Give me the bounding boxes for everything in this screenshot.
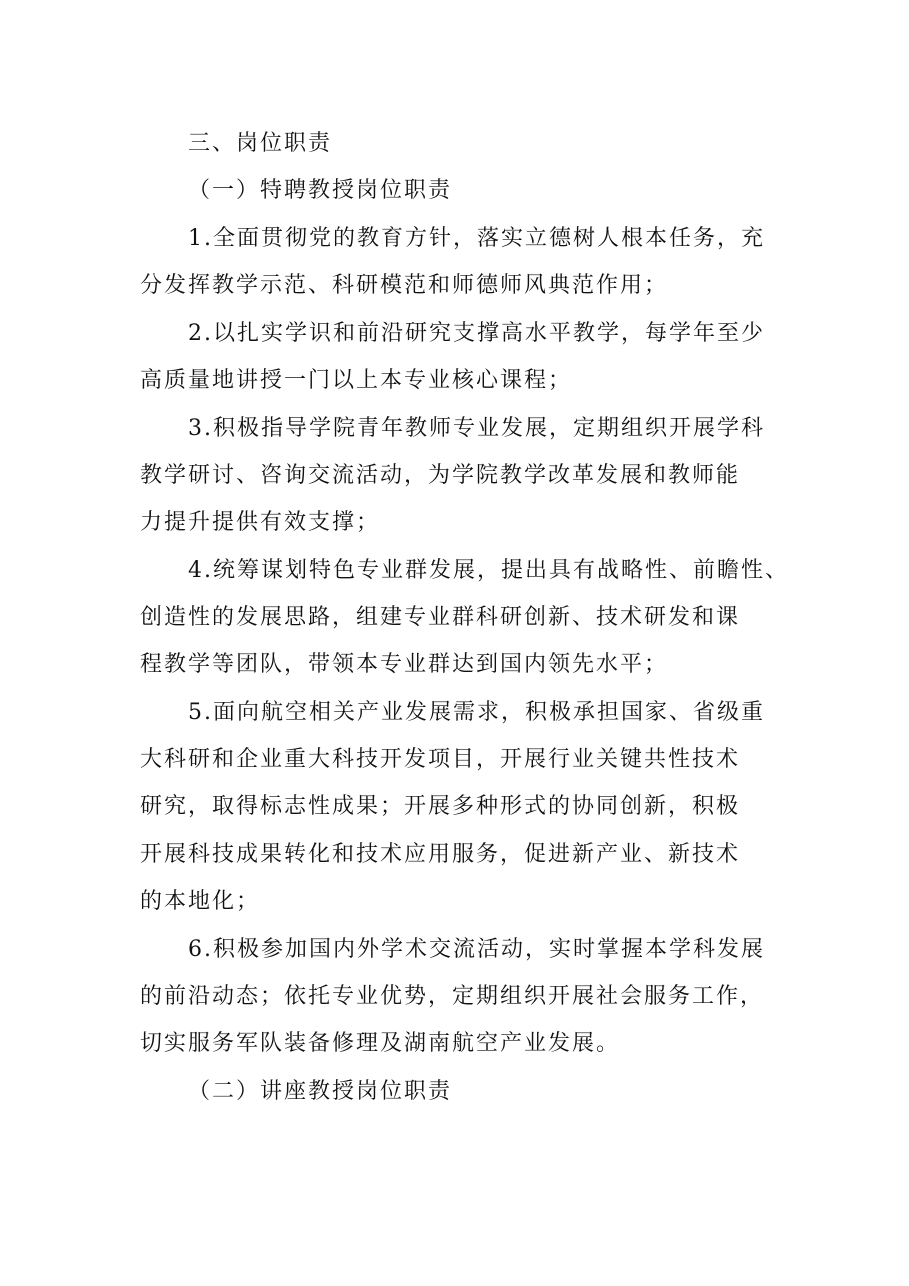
subsection-heading-2: （二）讲座教授岗位职责 xyxy=(188,1079,453,1104)
item-6-line-3: 切实服务军队装备修理及湖南航空产业发展。 xyxy=(140,1031,621,1056)
item-1-line-2: 分发挥教学示范、科研模范和师德师风典范作用； xyxy=(140,273,669,298)
item-3-line-1: 3.积极指导学院青年教师专业发展，定期组织开展学科 xyxy=(188,416,765,441)
item-5-line-4: 开展科技成果转化和技术应用服务，促进新产业、新技术 xyxy=(140,842,741,867)
item-6-line-2: 的前沿动态；依托专业优势，定期组织开展社会服务工作， xyxy=(140,984,765,1009)
item-2-line-2: 高质量地讲授一门以上本专业核心课程； xyxy=(140,368,573,393)
section-heading: 三、岗位职责 xyxy=(188,131,333,156)
item-5-line-2: 大科研和企业重大科技开发项目，开展行业关键共性技术 xyxy=(140,747,741,772)
item-4-line-3: 程教学等团队，带领本专业群达到国内领先水平； xyxy=(140,652,669,677)
subsection-heading-1: （一）特聘教授岗位职责 xyxy=(188,178,453,203)
item-3-line-2: 教学研讨、咨询交流活动，为学院教学改革发展和教师能 xyxy=(140,463,741,488)
item-6-line-1: 6.积极参加国内外学术交流活动，实时掌握本学科发展 xyxy=(188,937,765,962)
item-5-line-5: 的本地化； xyxy=(140,889,261,914)
item-5-line-3: 研究，取得标志性成果；开展多种形式的协同创新，积极 xyxy=(140,794,741,819)
item-3-line-3: 力提升提供有效支撑； xyxy=(140,510,381,535)
item-1-line-1: 1.全面贯彻党的教育方针，落实立德树人根本任务，充 xyxy=(188,226,765,251)
item-4-line-2: 创造性的发展思路，组建专业群科研创新、技术研发和课 xyxy=(140,605,741,630)
item-2-line-1: 2.以扎实学识和前沿研究支撑高水平教学，每学年至少 xyxy=(188,321,765,346)
item-4-line-1: 4.统筹谋划特色专业群发展，提出具有战略性、前瞻性、 xyxy=(188,558,789,583)
item-5-line-1: 5.面向航空相关产业发展需求，积极承担国家、省级重 xyxy=(188,700,765,725)
